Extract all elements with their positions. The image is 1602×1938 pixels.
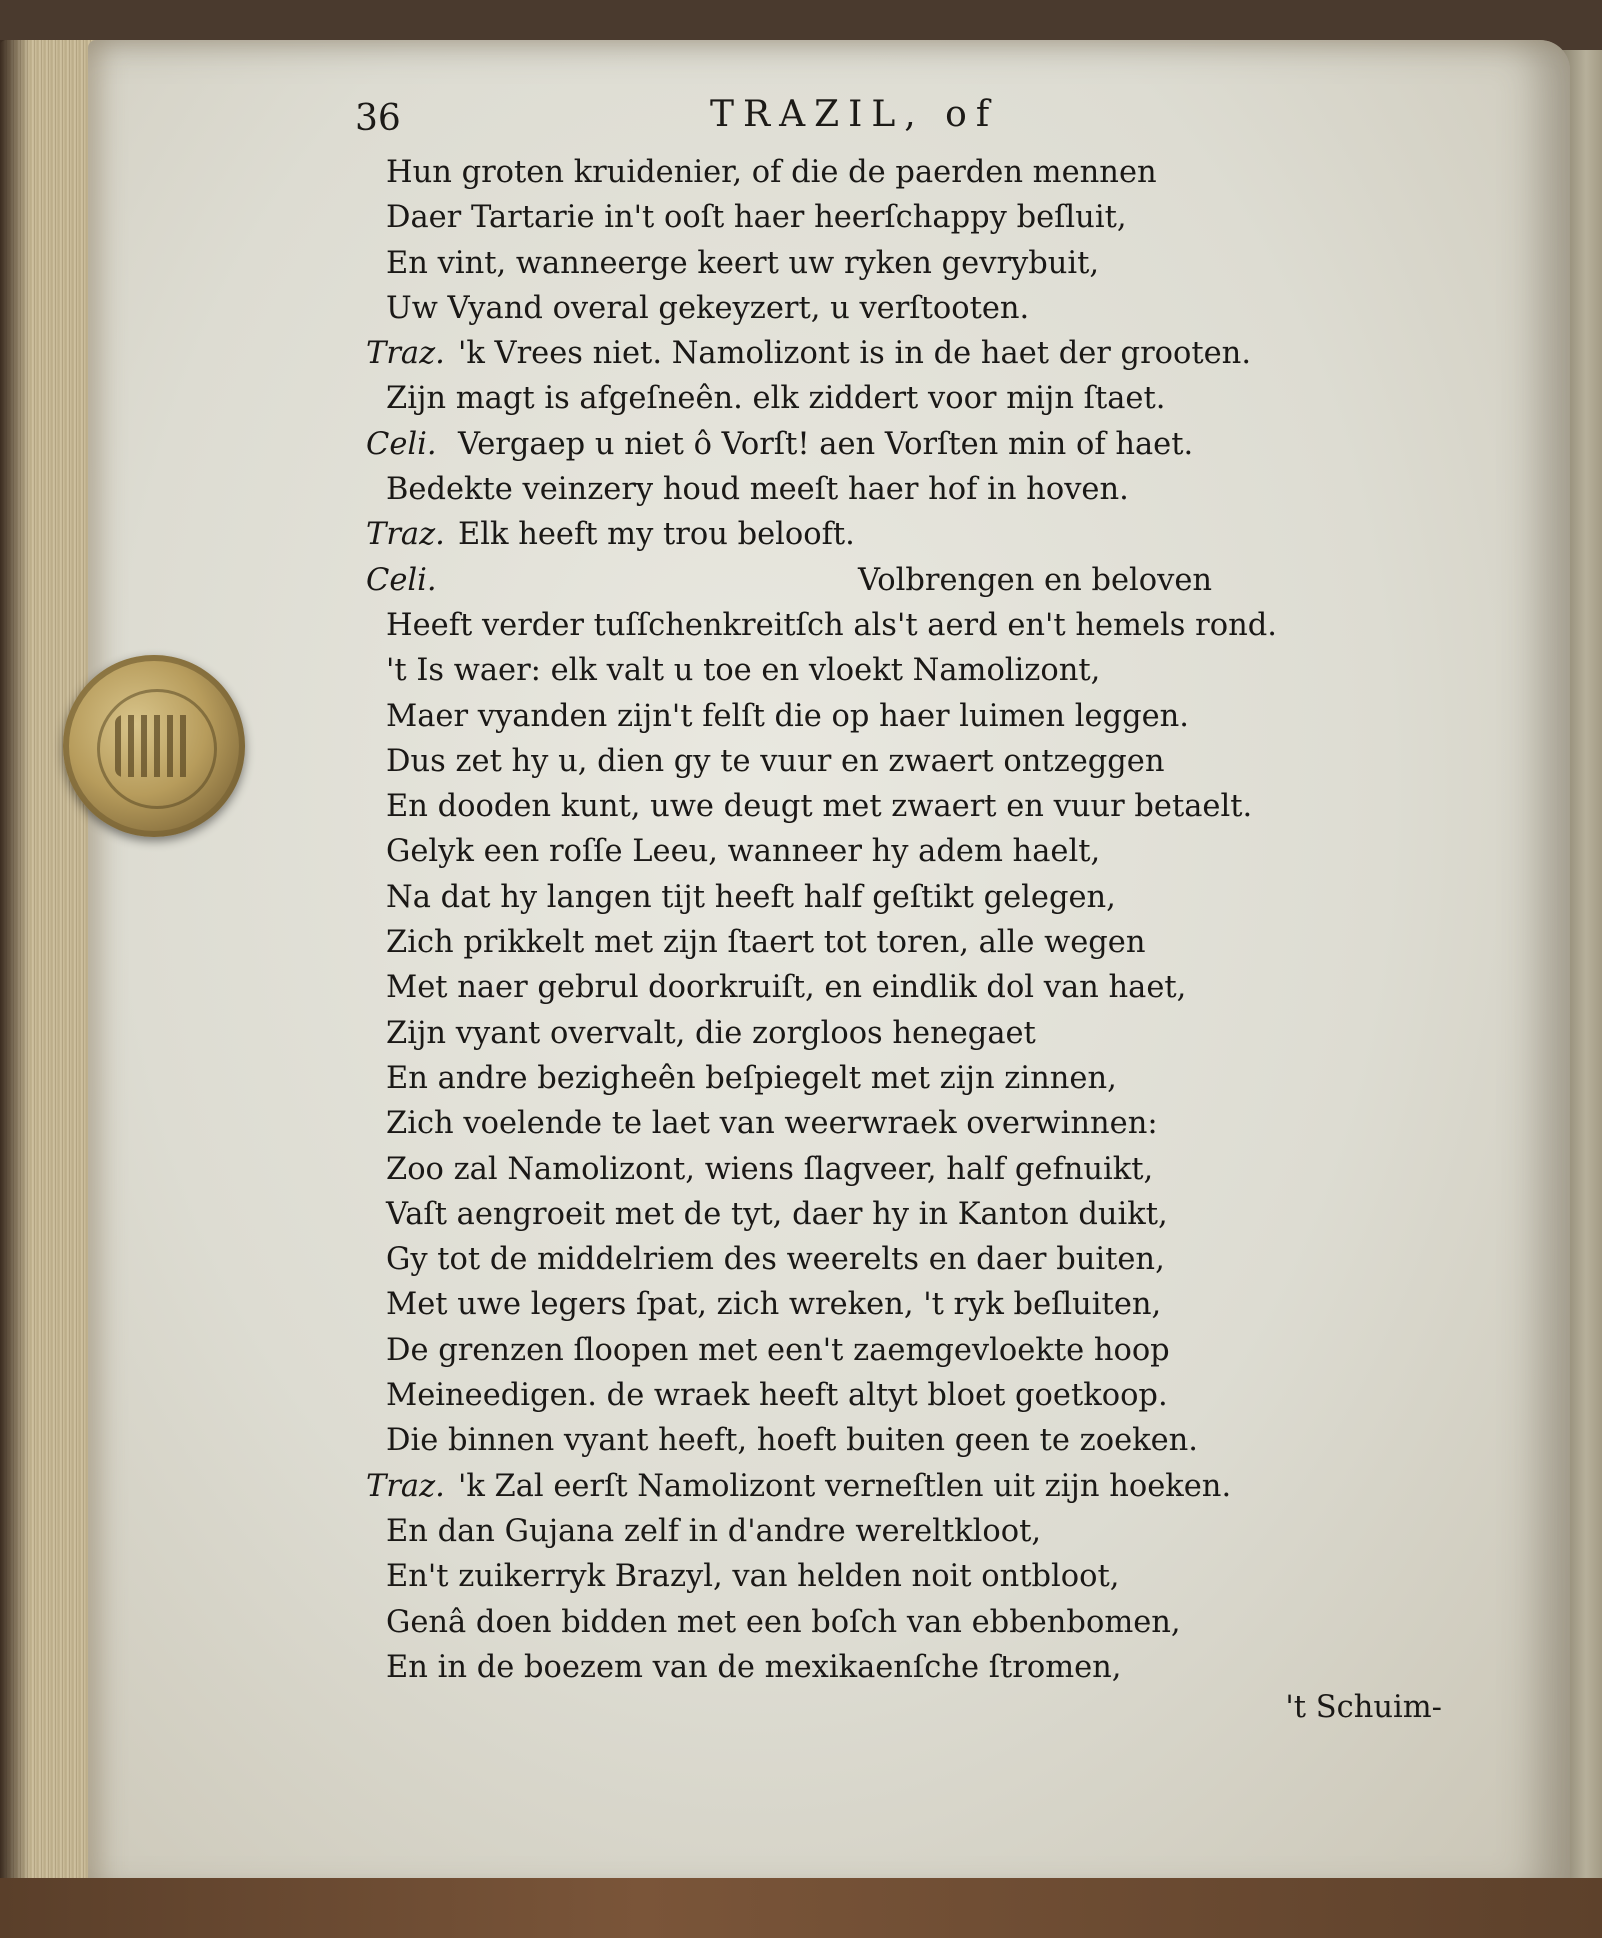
verse-text-line: En dan Gujana zelf in d'andre wereltkloot, xyxy=(386,1513,1042,1549)
verse-text-line: Zich voelende te laet van weerwraek overwinnen: xyxy=(386,1106,1158,1142)
verse-line xyxy=(368,376,1448,421)
verse-line xyxy=(368,467,1448,512)
verse-line xyxy=(368,1464,1448,1509)
verse-line xyxy=(368,195,1448,240)
verse-line xyxy=(368,422,1448,467)
catchword: 't Schuim- xyxy=(1285,1690,1442,1725)
verse-text-line: Die binnen vyant heeft, hoeft buiten geen te zoeken. xyxy=(386,1423,1199,1459)
verse-line xyxy=(368,920,1448,965)
verse-line xyxy=(368,1101,1448,1146)
verse-text-line: En vint, wanneerge keert uw ryken gevrybuit, xyxy=(386,245,1100,281)
verse-text-line: Maer vyanden zijn't felſt die op haer luimen leggen. xyxy=(386,698,1189,734)
verse-text-line: De grenzen ſloopen met een't zaemgevloekte hoop xyxy=(386,1332,1170,1368)
verse-line xyxy=(368,286,1448,331)
speaker-name: Traz. xyxy=(366,517,445,553)
verse-line xyxy=(368,648,1448,693)
verse-line xyxy=(368,1418,1448,1463)
verse-text-line: Volbrengen en beloven xyxy=(858,562,1213,598)
verse-text-line: Elk heeft my trou belooft. xyxy=(458,517,855,553)
verse-text-line: 'k Zal eerſt Namolizont verneſtlen uit zijn hoeken. xyxy=(458,1468,1232,1504)
verse-line xyxy=(368,739,1448,784)
wooden-table xyxy=(0,1878,1602,1938)
running-title: TRAZIL, of xyxy=(710,94,999,135)
verse-text-line: Zijn magt is afgeſneên. elk ziddert voor mijn ſtaet. xyxy=(386,381,1166,417)
verse-line xyxy=(368,1192,1448,1237)
verse-text-line: Zoo zal Namolizont, wiens ſlagveer, half gefnuikt, xyxy=(386,1151,1154,1187)
verse-text-line: En't zuikerryk Brazyl, van helden noit ontbloot, xyxy=(386,1559,1120,1595)
verse-line xyxy=(368,1645,1448,1690)
verse-line xyxy=(368,1554,1448,1599)
verse-line xyxy=(368,875,1448,920)
verse-line xyxy=(368,1056,1448,1101)
verse-text-line: Met naer gebrul doorkruiſt, en eindlik dol van haet, xyxy=(386,970,1187,1006)
verse-text-line: Dus zet hy u, dien gy te vuur en zwaert ontzeggen xyxy=(386,743,1165,779)
verse-text-line: Heeft verder tuſſchenkreitſch als't aerd en't hemels rond. xyxy=(386,607,1277,643)
speaker-name: Celi. xyxy=(366,562,437,598)
verse-text-line: Gy tot de middelriem des weerelts en daer buiten, xyxy=(386,1242,1165,1278)
verse-line xyxy=(368,829,1448,874)
coin xyxy=(63,655,245,837)
verse-line xyxy=(368,1011,1448,1056)
speaker-name: Traz. xyxy=(366,1468,445,1504)
verse-text-line: Zijn vyant overvalt, die zorgloos henegaet xyxy=(386,1015,1036,1051)
verse-text xyxy=(368,150,1448,1690)
verse-text-line: 'k Vrees niet. Namolizont is in de haet der grooten. xyxy=(458,336,1252,372)
verse-text-line: Gelyk een roſſe Leeu, wanneer hy adem haelt, xyxy=(386,834,1101,870)
verse-line xyxy=(368,1237,1448,1282)
verse-line xyxy=(368,1282,1448,1327)
verse-line xyxy=(368,241,1448,286)
verse-text-line: Vaſt aengroeit met de tyt, daer hy in Kanton duikt, xyxy=(386,1196,1168,1232)
verse-text-line: 't Is waer: elk valt u toe en vloekt Namolizont, xyxy=(386,653,1101,689)
verse-text-line: Vergaep u niet ô Vorſt! aen Vorſten min of haet. xyxy=(458,426,1194,462)
speaker-name: Celi. xyxy=(366,426,437,462)
page-edges-shadow xyxy=(0,40,30,1900)
verse-text-line: Na dat hy langen tijt heeft half geſtikt gelegen, xyxy=(386,879,1116,915)
verse-line xyxy=(368,331,1448,376)
verse-line xyxy=(368,512,1448,557)
verse-line xyxy=(368,694,1448,739)
verse-text-line: Zich prikkelt met zijn ſtaert tot toren, alle wegen xyxy=(386,925,1146,961)
verse-text-line: Meineedigen. de wraek heeft altyt bloet goetkoop. xyxy=(386,1378,1168,1414)
verse-line xyxy=(368,1373,1448,1418)
verse-text-line: En dooden kunt, uwe deugt met zwaert en vuur betaelt. xyxy=(386,789,1253,825)
verse-text-line: En andre bezigheên beſpiegelt met zijn zinnen, xyxy=(386,1060,1117,1096)
verse-text-line: Met uwe legers ſpat, zich wreken, 't ryk beſluiten, xyxy=(386,1287,1162,1323)
verse-line xyxy=(368,784,1448,829)
page-header xyxy=(355,94,1175,144)
verse-line xyxy=(368,558,1448,603)
verse-text-line: Daer Tartarie in't ooſt haer heerſchappy beſluit, xyxy=(386,200,1127,236)
verse-text-line: Genâ doen bidden met een boſch van ebbenbomen, xyxy=(386,1604,1181,1640)
verse-text-line: Uw Vyand overal gekeyzert, u verſtooten. xyxy=(386,290,1030,326)
verse-line xyxy=(368,1509,1448,1554)
verse-line xyxy=(368,603,1448,648)
verse-text-line: Hun groten kruidenier, of die de paerden mennen xyxy=(386,155,1157,190)
verse-line xyxy=(368,965,1448,1010)
verse-line xyxy=(368,150,1448,195)
coin-emblem xyxy=(115,715,193,777)
speaker-name: Traz. xyxy=(366,336,445,372)
verse-line xyxy=(368,1600,1448,1645)
verse-text-line: Bedekte veinzery houd meeſt haer hof in hoven. xyxy=(386,472,1129,508)
verse-text-line: En in de boezem van de mexikaenſche ſtromen, xyxy=(386,1649,1122,1685)
page-number: 36 xyxy=(355,98,401,139)
verse-line xyxy=(368,1147,1448,1192)
verse-line xyxy=(368,1328,1448,1373)
